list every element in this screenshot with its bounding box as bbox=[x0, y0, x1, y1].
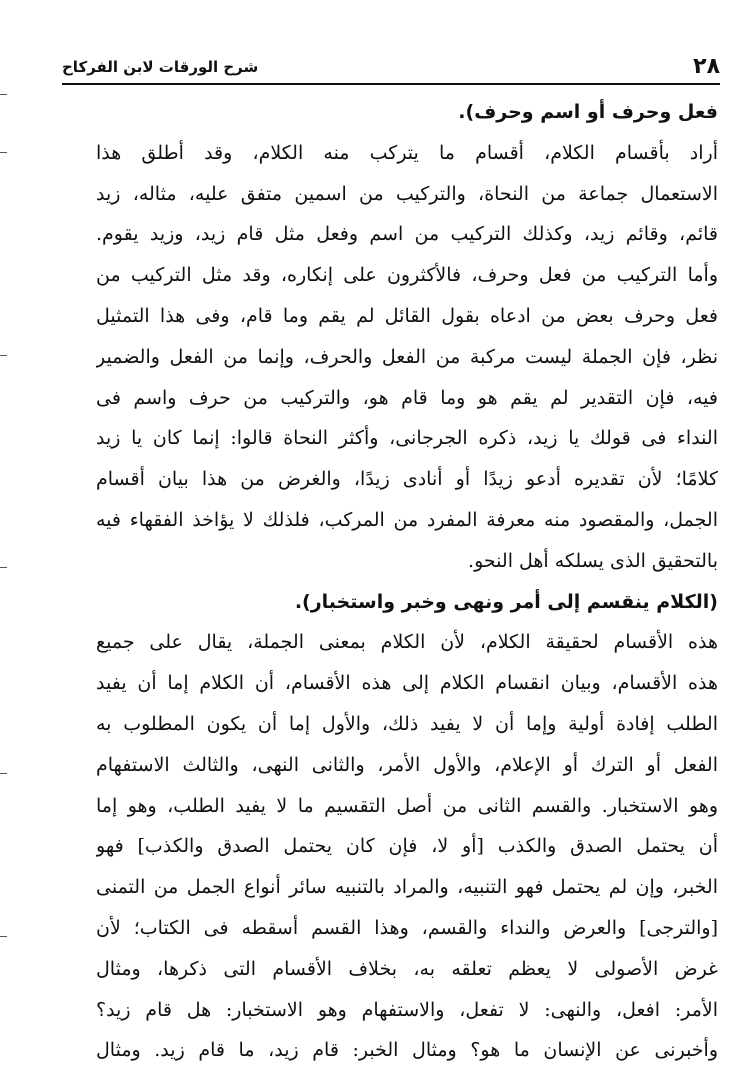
text-line: بالتحقيق الذى يسلكه أهل النحو. bbox=[468, 549, 718, 572]
margin-tick bbox=[0, 94, 7, 95]
text-line: وأخبرنى عن الإنسان ما هو؟ ومثال الخبر: قام زيد، ما قام زيد. ومثال bbox=[96, 1039, 718, 1062]
text-line: الأمر: افعل، والنهى: لا تفعل، والاستفهام وهو الاستخبار: هل قام زيد؟ bbox=[96, 998, 718, 1021]
margin-tick bbox=[0, 936, 7, 937]
text-line: النداء فى قولك يا زيد، ذكره الجرجانى، وأكثر النحاة قالوا: إنما كان يا زيد bbox=[96, 427, 718, 450]
text-line: هذه الأقسام، وبيان انقسام الكلام إلى هذه الأقسام، أن الكلام إما أن يفيد bbox=[96, 672, 718, 695]
text-line: نظر، فإن الجملة ليست مركبة من الفعل والحرف، وإنما من الفعل والضمير bbox=[96, 345, 718, 368]
text-line: غرض الأصولى لا يعظم تعلقه به، بخلاف الأقسام التى ذكرها، ومثال bbox=[96, 957, 718, 980]
header-rule bbox=[62, 83, 720, 85]
body-text bbox=[96, 92, 718, 1071]
margin-tick bbox=[0, 355, 7, 356]
text-line: قائم، وقائم زيد، وكذلك التركيب من اسم وفعل مثل قام زيد، وزيد يقوم. bbox=[96, 223, 718, 246]
text-line: فعل وحرف أو اسم وحرف). bbox=[458, 101, 718, 123]
text-line: أراد بأقسام الكلام، أقسام ما يتركب منه الكلام، وقد أطلق هذا bbox=[96, 141, 718, 164]
text-line: الاستعمال جماعة من النحاة، والتركيب من اسمين متفق عليه، مثاله، زيد bbox=[96, 182, 718, 205]
text-line: هذه الأقسام لحقيقة الكلام، لأن الكلام بمعنى الجملة، يقال على جميع bbox=[96, 631, 718, 654]
text-line: [والترجى] والعرض والنداء والقسم، وهذا القسم أسقطه فى الكتاب؛ لأن bbox=[96, 916, 718, 939]
running-title: شرح الورقات لابن الفركاح bbox=[62, 58, 259, 76]
text-line: فعل وحرف بعض من ادعاه بقول القائل لم يقم وما قام، وفى هذا التمثيل bbox=[96, 304, 718, 327]
text-line: الطلب إفادة أولية وإما أن لا يفيد ذلك، والأول إما أن يكون المطلوب به bbox=[96, 712, 718, 735]
text-line: كلامًا؛ لأن تقديره أدعو زيدًا أو أنادى زيدًا، والغرض من هذا بيان أقسام bbox=[96, 468, 718, 491]
text-line: أن يحتمل الصدق والكذب [أو لا، فإن كان يحتمل الصدق والكذب] فهو bbox=[96, 835, 718, 858]
margin-tick bbox=[0, 567, 7, 568]
margin-tick bbox=[0, 773, 7, 774]
text-line: فيه، فإن التقدير لم يقم هو وما قام هو، والتركيب من حرف واسم فى bbox=[96, 386, 718, 409]
text-line: وأما التركيب من فعل وحرف، فالأكثرون على إنكاره، وقد مثل التركيب من bbox=[96, 264, 718, 287]
text-line: الجمل، والمقصود منه معرفة المفرد من المركب، فلذلك لا يؤاخذ الفقهاء فيه bbox=[96, 508, 718, 531]
text-line: وهو الاستخبار. والقسم الثانى من أصل التقسيم ما لا يفيد الطلب، وهو إما bbox=[96, 794, 718, 817]
margin-tick bbox=[0, 152, 7, 153]
text-line: الفعل أو الترك أو الإعلام، والأول الأمر، والثانى النهى، والثالث الاستفهام bbox=[96, 753, 718, 776]
page-number: ٢٨ bbox=[693, 54, 720, 79]
text-line: الخبر، وإن لم يحتمل فهو التنبيه، والمراد بالتنبيه سائر أنواع الجمل من التمنى bbox=[96, 876, 718, 899]
section-heading: (الكلام ينقسم إلى أمر ونهى وخبر واستخبار). bbox=[294, 590, 718, 613]
page-header bbox=[62, 52, 720, 82]
